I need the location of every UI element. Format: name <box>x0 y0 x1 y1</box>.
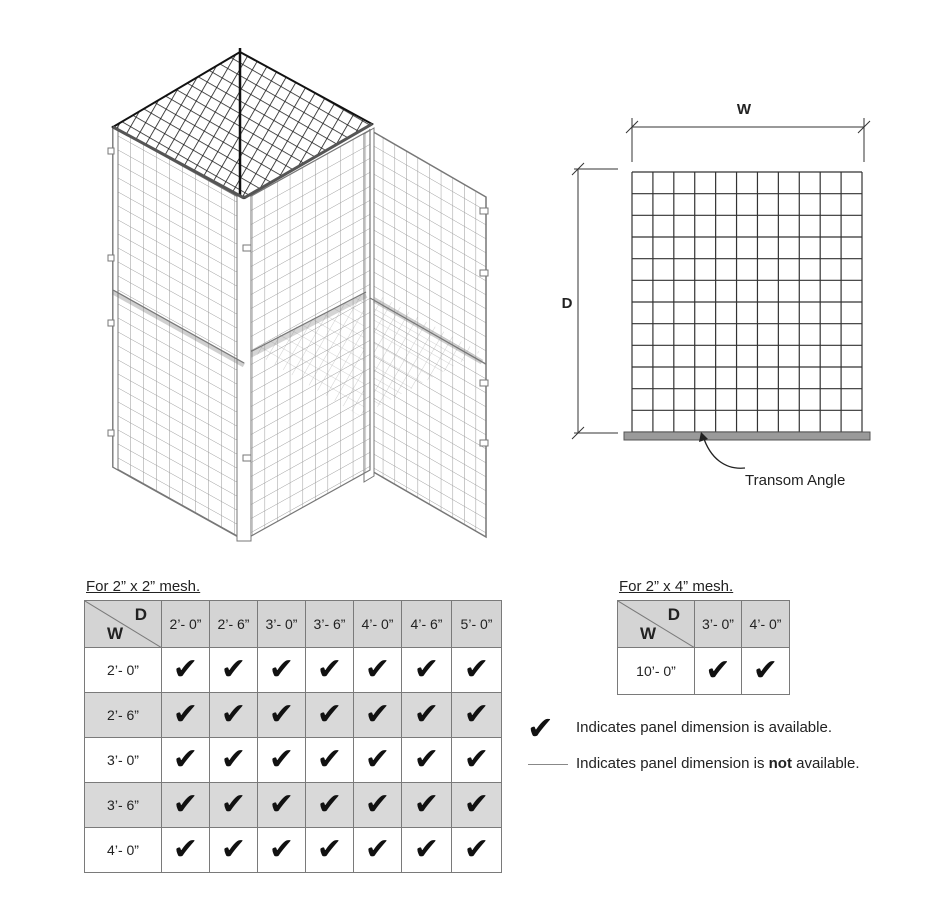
availability-cell <box>354 828 402 873</box>
check-icon: ✔ <box>364 787 391 822</box>
panel-elevation-diagram <box>560 90 920 500</box>
check-icon: ✔ <box>463 697 490 732</box>
availability-cell <box>354 738 402 783</box>
corner-width-label: W <box>640 624 657 643</box>
availability-cell <box>258 648 306 693</box>
width-label: W <box>736 101 752 118</box>
availability-cell <box>402 828 452 873</box>
corner-depth-label: D <box>134 605 147 624</box>
check-icon: ✔ <box>172 787 199 822</box>
availability-cell <box>210 828 258 873</box>
check-icon: ✔ <box>220 787 247 822</box>
check-icon: ✔ <box>413 742 440 777</box>
availability-cell <box>452 648 502 693</box>
legend-not-available-bold: not <box>768 755 792 772</box>
availability-cell <box>210 693 258 738</box>
corner-header <box>85 601 162 648</box>
table-row <box>85 693 502 738</box>
availability-cell <box>695 648 742 695</box>
availability-cell <box>306 738 354 783</box>
corner-header <box>618 601 695 648</box>
availability-cell <box>210 738 258 783</box>
availability-cell <box>452 738 502 783</box>
corner-width-label: W <box>107 624 124 643</box>
availability-cell <box>402 783 452 828</box>
availability-cell <box>258 828 306 873</box>
row-header: 2’- 6” <box>85 693 162 738</box>
availability-cell <box>210 783 258 828</box>
check-icon: ✔ <box>172 652 199 687</box>
check-icon: ✔ <box>463 742 490 777</box>
check-icon: ✔ <box>268 832 295 867</box>
width-dimension-line <box>626 118 870 162</box>
row-header: 10’- 0” <box>618 648 695 695</box>
availability-cell <box>258 693 306 738</box>
locker-isometric-illustration <box>0 0 520 560</box>
callout-leader <box>703 436 745 468</box>
table-2x2-caption: For 2” x 2” mesh. <box>86 578 201 595</box>
column-header: 4’- 0” <box>742 601 790 648</box>
availability-cell <box>210 648 258 693</box>
column-header: 3’- 0” <box>258 601 306 648</box>
row-header: 4’- 0” <box>85 828 162 873</box>
check-icon: ✔ <box>413 832 440 867</box>
column-header: 2’- 0” <box>162 601 210 648</box>
legend-not-available-suffix: available. <box>791 755 860 772</box>
availability-cell <box>306 693 354 738</box>
availability-cell <box>162 783 210 828</box>
transom-angle-callout: Transom Angle <box>745 472 846 489</box>
transom-angle-bar <box>624 432 870 440</box>
row-header: 3’- 0” <box>85 738 162 783</box>
legend-dash-icon <box>528 764 568 765</box>
availability-cell <box>402 738 452 783</box>
depth-dimension-line <box>572 163 618 439</box>
check-icon: ✔ <box>316 652 343 687</box>
check-icon: ✔ <box>364 697 391 732</box>
column-header: 4’- 6” <box>402 601 452 648</box>
availability-cell <box>258 783 306 828</box>
check-icon: ✔ <box>463 832 490 867</box>
availability-cell <box>452 783 502 828</box>
availability-cell <box>306 783 354 828</box>
legend-check-icon: ✔ <box>527 709 554 747</box>
table-row <box>85 828 502 873</box>
check-icon: ✔ <box>268 787 295 822</box>
row-header: 3’- 6” <box>85 783 162 828</box>
availability-cell <box>162 828 210 873</box>
check-icon: ✔ <box>268 697 295 732</box>
check-icon: ✔ <box>463 652 490 687</box>
column-header: 5’- 0” <box>452 601 502 648</box>
table-row <box>85 783 502 828</box>
check-icon: ✔ <box>316 697 343 732</box>
check-icon: ✔ <box>172 697 199 732</box>
column-header: 3’- 0” <box>695 601 742 648</box>
row-header: 2’- 0” <box>85 648 162 693</box>
availability-cell <box>452 828 502 873</box>
check-icon: ✔ <box>364 742 391 777</box>
check-icon: ✔ <box>268 652 295 687</box>
availability-cell <box>742 648 790 695</box>
availability-cell <box>354 648 402 693</box>
legend-not-available-prefix: Indicates panel dimension is <box>576 755 769 772</box>
check-icon: ✔ <box>364 832 391 867</box>
depth-label: D <box>561 295 573 312</box>
availability-cell <box>306 648 354 693</box>
availability-cell <box>452 693 502 738</box>
column-header: 2’- 6” <box>210 601 258 648</box>
check-icon: ✔ <box>316 787 343 822</box>
check-icon: ✔ <box>220 697 247 732</box>
table-row <box>618 648 790 695</box>
availability-cell <box>402 648 452 693</box>
corner-diagonal <box>618 601 695 648</box>
check-icon: ✔ <box>364 652 391 687</box>
legend-available-text: Indicates panel dimension is available. <box>576 719 832 736</box>
availability-cell <box>306 828 354 873</box>
check-icon: ✔ <box>413 697 440 732</box>
availability-cell <box>162 693 210 738</box>
availability-cell <box>354 693 402 738</box>
check-icon: ✔ <box>463 787 490 822</box>
mesh-grid <box>632 172 862 432</box>
check-icon: ✔ <box>220 832 247 867</box>
check-icon: ✔ <box>316 742 343 777</box>
table-row <box>85 648 502 693</box>
availability-cell <box>354 783 402 828</box>
legend-not-available-text <box>576 755 860 772</box>
check-icon: ✔ <box>752 653 779 688</box>
right-door-panel <box>360 120 500 550</box>
availability-cell <box>162 738 210 783</box>
availability-cell <box>258 738 306 783</box>
check-icon: ✔ <box>316 832 343 867</box>
table-2x2-mesh <box>84 600 502 873</box>
check-icon: ✔ <box>268 742 295 777</box>
table-row <box>85 738 502 783</box>
column-header: 3’- 6” <box>306 601 354 648</box>
column-header: 4’- 0” <box>354 601 402 648</box>
check-icon: ✔ <box>413 652 440 687</box>
check-icon: ✔ <box>220 742 247 777</box>
check-icon: ✔ <box>172 832 199 867</box>
check-icon: ✔ <box>705 653 731 688</box>
availability-cell <box>162 648 210 693</box>
table-2x4-caption: For 2” x 4” mesh. <box>619 578 734 595</box>
corner-depth-label: D <box>667 605 680 624</box>
check-icon: ✔ <box>172 742 199 777</box>
corner-diagonal <box>85 601 162 648</box>
check-icon: ✔ <box>220 652 247 687</box>
table-2x4-mesh <box>617 600 790 695</box>
check-icon: ✔ <box>413 787 440 822</box>
availability-cell <box>402 693 452 738</box>
